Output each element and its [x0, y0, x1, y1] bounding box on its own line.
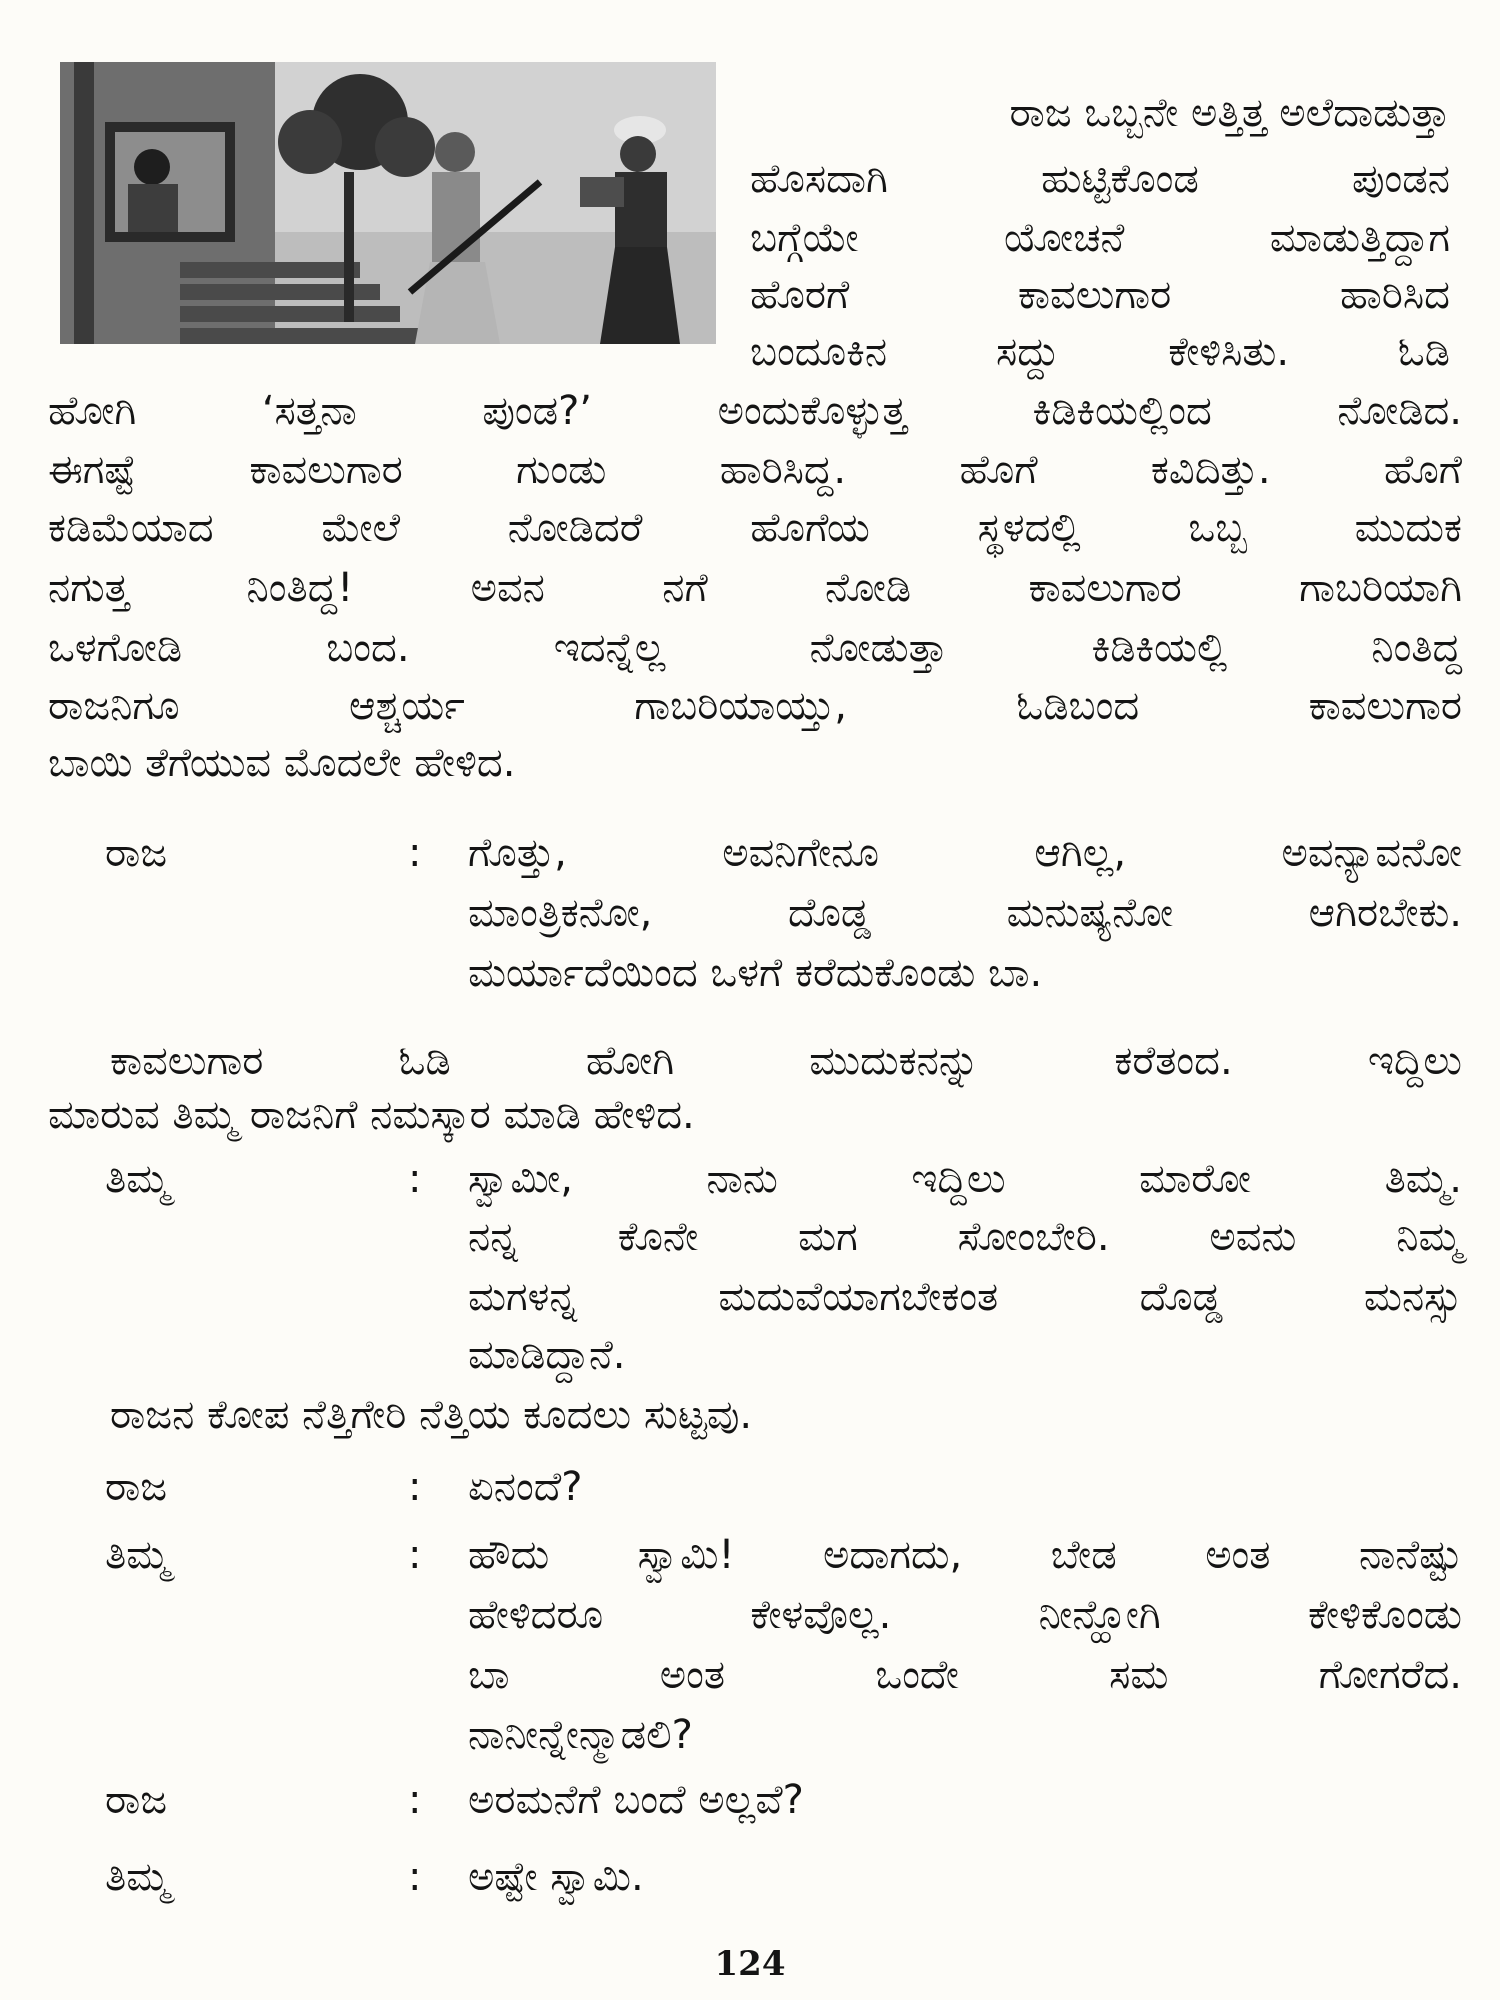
speaker-timma-3: ತಿಮ್ಮ	[105, 1854, 170, 1900]
king-window-guard-oldman-illustration-icon	[60, 62, 716, 344]
paragraph2-line-2: ಮಾರುವ ತಿಮ್ಮ ರಾಜನಿಗೆ ನಮಸ್ಕಾರ ಮಾಡಿ ಹೇಳಿದ.	[48, 1092, 695, 1138]
dialogue2-line-1: ಸ್ವಾಮೀ, ನಾನು ಇದ್ದಿಲು ಮಾರೋ ತಿಮ್ಮ.	[468, 1156, 1462, 1202]
speaker-colon: :	[408, 1532, 422, 1578]
dialogue4-line-2: ಹೇಳಿದರೂ ಕೇಳವೊಲ್ಲ. ನೀನ್ಹೋಗಿ ಕೇಳಿಕೊಂಡು	[468, 1592, 1462, 1638]
intro-line-4: ಹೊರಗೆ ಕಾವಲುಗಾರ ಹಾರಿಸಿದ	[750, 272, 1450, 318]
page-number: 124	[714, 1944, 786, 1984]
dialogue4-line-4: ನಾನೀನ್ನೇನ್ಮಾಡಲಿ?	[468, 1712, 693, 1758]
dialogue2-line-2: ನನ್ನ ಕೊನೇ ಮಗ ಸೋಂಬೇರಿ. ಅವನು ನಿಮ್ಮ	[468, 1214, 1462, 1260]
paragraph1-line-1: ಹೋಗಿ ‘ಸತ್ತನಾ ಪುಂಡ?’ ಅಂದುಕೊಳ್ಳುತ್ತ ಕಿಡಿಕಿಯಲ್ಲಿಂದ ನೋಡಿದ.	[48, 388, 1462, 434]
speaker-raja-2: ರಾಜ	[105, 1464, 168, 1510]
dialogue2-line-3: ಮಗಳನ್ನ ಮದುವೆಯಾಗಬೇಕಂತ ದೊಡ್ಡ ಮನಸ್ಸು	[468, 1274, 1462, 1320]
paragraph1-line-4: ನಗುತ್ತ ನಿಂತಿದ್ದ! ಅವನ ನಗೆ ನೋಡಿ ಕಾವಲುಗಾರ ಗಾಬರಿಯಾಗಿ	[48, 565, 1462, 611]
speaker-colon: :	[408, 1156, 422, 1202]
paragraph1-line-3: ಕಡಿಮೆಯಾದ ಮೇಲೆ ನೋಡಿದರೆ ಹೊಗೆಯ ಸ್ಥಳದಲ್ಲಿ ಒಬ್ಬ ಮುದುಕ	[48, 505, 1462, 551]
dialogue4-line-3: ಬಾ ಅಂತ ಒಂದೇ ಸಮ ಗೋಗರೆದ.	[468, 1652, 1462, 1698]
story-illustration	[60, 62, 716, 344]
dialogue6-line: ಅಷ್ಟೇ ಸ್ವಾಮಿ.	[468, 1854, 644, 1900]
speaker-colon: :	[408, 830, 422, 876]
speaker-raja-3: ರಾಜ	[105, 1777, 168, 1823]
intro-line-2: ಹೊಸದಾಗಿ ಹುಟ್ಟಿಕೊಂಡ ಪುಂಡನ	[750, 156, 1450, 202]
paragraph3: ರಾಜನ ಕೋಪ ನೆತ್ತಿಗೇರಿ ನೆತ್ತಿಯ ಕೂದಲು ಸುಟ್ಟವು.	[110, 1392, 753, 1438]
paragraph1-line-7: ಬಾಯಿ ತೆಗೆಯುವ ಮೊದಲೇ ಹೇಳಿದ.	[48, 740, 516, 786]
speaker-raja-1: ರಾಜ	[105, 830, 168, 876]
paragraph1-line-5: ಒಳಗೋಡಿ ಬಂದ. ಇದನ್ನೆಲ್ಲ ನೋಡುತ್ತಾ ಕಿಡಿಕಿಯಲ್ಲಿ ನಿಂತಿದ್ದ	[48, 625, 1462, 671]
intro-line-1: ರಾಜ ಒಬ್ಬನೇ ಅತ್ತಿತ್ತ ಅಲೆದಾಡುತ್ತಾ	[1009, 90, 1450, 136]
dialogue1-line-2: ಮಾಂತ್ರಿಕನೋ, ದೊಡ್ಡ ಮನುಷ್ಯನೋ ಆಗಿರಬೇಕು.	[468, 890, 1462, 936]
dialogue2-line-4: ಮಾಡಿದ್ದಾನೆ.	[468, 1332, 626, 1378]
paragraph1-line-2: ಈಗಷ್ಟೆ ಕಾವಲುಗಾರ ಗುಂಡು ಹಾರಿಸಿದ್ದ. ಹೊಗೆ ಕವಿದಿತ್ತು. ಹೊಗೆ	[48, 447, 1462, 493]
dialogue1-line-1: ಗೊತ್ತು, ಅವನಿಗೇನೂ ಆಗಿಲ್ಲ, ಅವನ್ಯಾವನೋ	[468, 830, 1462, 876]
paragraph2-line-1: ಕಾವಲುಗಾರ ಓಡಿ ಹೋಗಿ ಮುದುಕನನ್ನು ಕರೆತಂದ. ಇದ್ದಿಲು	[110, 1038, 1462, 1084]
speaker-colon: :	[408, 1854, 422, 1900]
dialogue4-line-1: ಹೌದು ಸ್ವಾಮಿ! ಅದಾಗದು, ಬೇಡ ಅಂತ ನಾನೆಷ್ಟು	[468, 1532, 1462, 1578]
intro-line-3: ಬಗ್ಗೆಯೇ ಯೋಚನೆ ಮಾಡುತ್ತಿದ್ದಾಗ	[750, 215, 1450, 261]
dialogue1-line-3: ಮರ್ಯಾದೆಯಿಂದ ಒಳಗೆ ಕರೆದುಕೊಂಡು ಬಾ.	[468, 950, 1043, 996]
intro-line-5: ಬಂದೂಕಿನ ಸದ್ದು ಕೇಳಿಸಿತು. ಓಡಿ	[750, 329, 1450, 375]
speaker-colon: :	[408, 1464, 422, 1510]
dialogue5-line: ಅರಮನೆಗೆ ಬಂದೆ ಅಲ್ಲವೆ?	[468, 1777, 804, 1823]
speaker-timma-1: ತಿಮ್ಮ	[105, 1156, 170, 1202]
speaker-timma-2: ತಿಮ್ಮ	[105, 1532, 170, 1578]
speaker-colon: :	[408, 1777, 422, 1823]
dialogue3-line: ಏನಂದೆ?	[468, 1464, 583, 1510]
paragraph1-line-6: ರಾಜನಿಗೂ ಆಶ್ಚರ್ಯ ಗಾಬರಿಯಾಯ್ತು, ಓಡಿಬಂದ ಕಾವಲುಗಾರ	[48, 683, 1462, 729]
